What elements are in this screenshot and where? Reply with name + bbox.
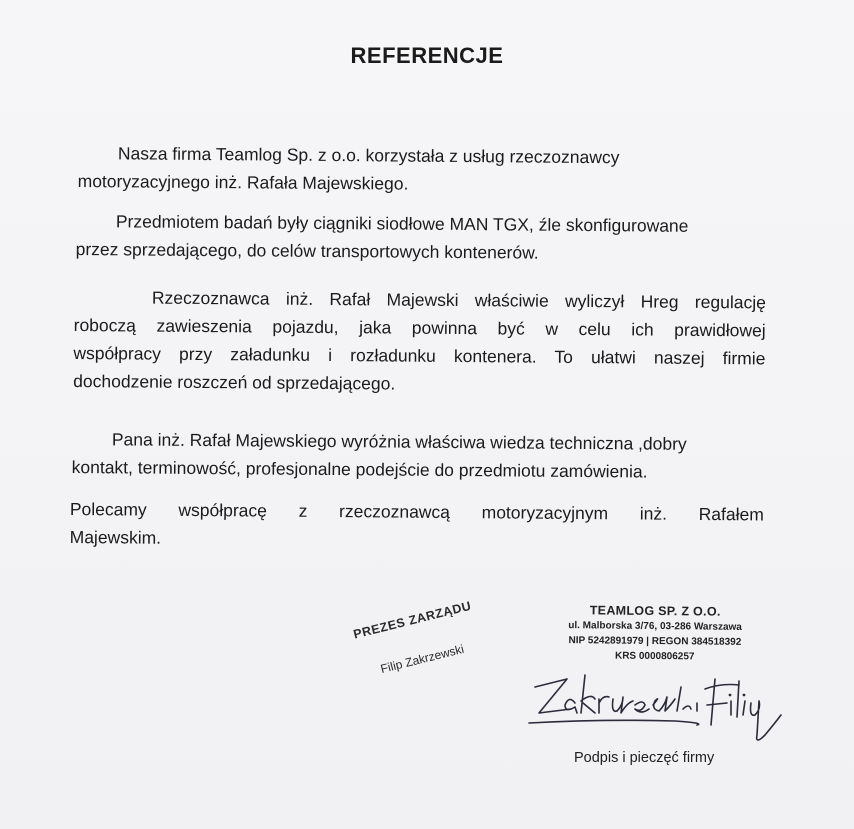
paragraph-line: przez sprzedającego, do celów transportowych kontenerów. [75, 238, 539, 263]
document-title: REFERENCJE [350, 43, 504, 68]
stamp-tax-ids: NIP 5242891979 | REGON 384518392 [568, 635, 742, 648]
paragraph-line: współpracy przy załadunku i rozładunku kontenera. To ułatwi naszej firmie [73, 342, 766, 369]
paragraph-line: Majewskim. [69, 526, 162, 548]
paragraph-3 [73, 283, 766, 400]
handwritten-signature [525, 665, 795, 750]
paragraph-line: roboczą zawieszenia pojazdu, jaka powinna być w celu ich prawidłowej [73, 314, 766, 341]
stamp-role: PREZES ZARZĄDU [352, 598, 473, 642]
paragraph-2 [76, 207, 766, 268]
paragraph-line: Polecamy współpracę z rzeczoznawcą motoryzacyjnym inż. Rafałem [69, 498, 764, 525]
paragraph-line: dochodzenie roszczeń od sprzedającego. [73, 370, 396, 394]
president-stamp [352, 599, 482, 681]
paragraph-4 [72, 425, 772, 486]
paragraph-line: motoryzacyjnego inż. Rafała Majewskiego. [77, 170, 409, 194]
paragraph-line: kontakt, terminowość, profesjonalne podejście do przedmiotu zamówienia. [71, 456, 648, 482]
paragraph-line: Pana inż. Rafał Majewskiego wyróżnia właściwa wiedza techniczna ,dobry [111, 429, 687, 454]
signature-caption: Podpis i pieczęć firmy [574, 750, 715, 766]
paragraph-line: Przedmiotem badań były ciągniki siodłowe MAN TGX, źle skonfigurowane [115, 211, 689, 236]
paragraph-1 [78, 139, 698, 200]
stamp-person-name: Filip Zakrzewski [379, 641, 466, 677]
stamp-krs: KRS 0000806257 [614, 650, 695, 663]
paragraph-line: Nasza firma Teamlog Sp. z o.o. korzystała z usług rzeczoznawcy [117, 143, 620, 168]
paragraph-line: Rzeczoznawca inż. Rafał Majewski właściwie wyliczył Hreg regulację [151, 287, 766, 313]
paragraph-5 [70, 495, 764, 556]
stamp-company-name: TEAMLOG SP. Z O.O. [589, 603, 721, 619]
company-stamp [540, 603, 771, 665]
stamp-address: ul. Malborska 3/76, 03-286 Warszawa [568, 620, 742, 633]
